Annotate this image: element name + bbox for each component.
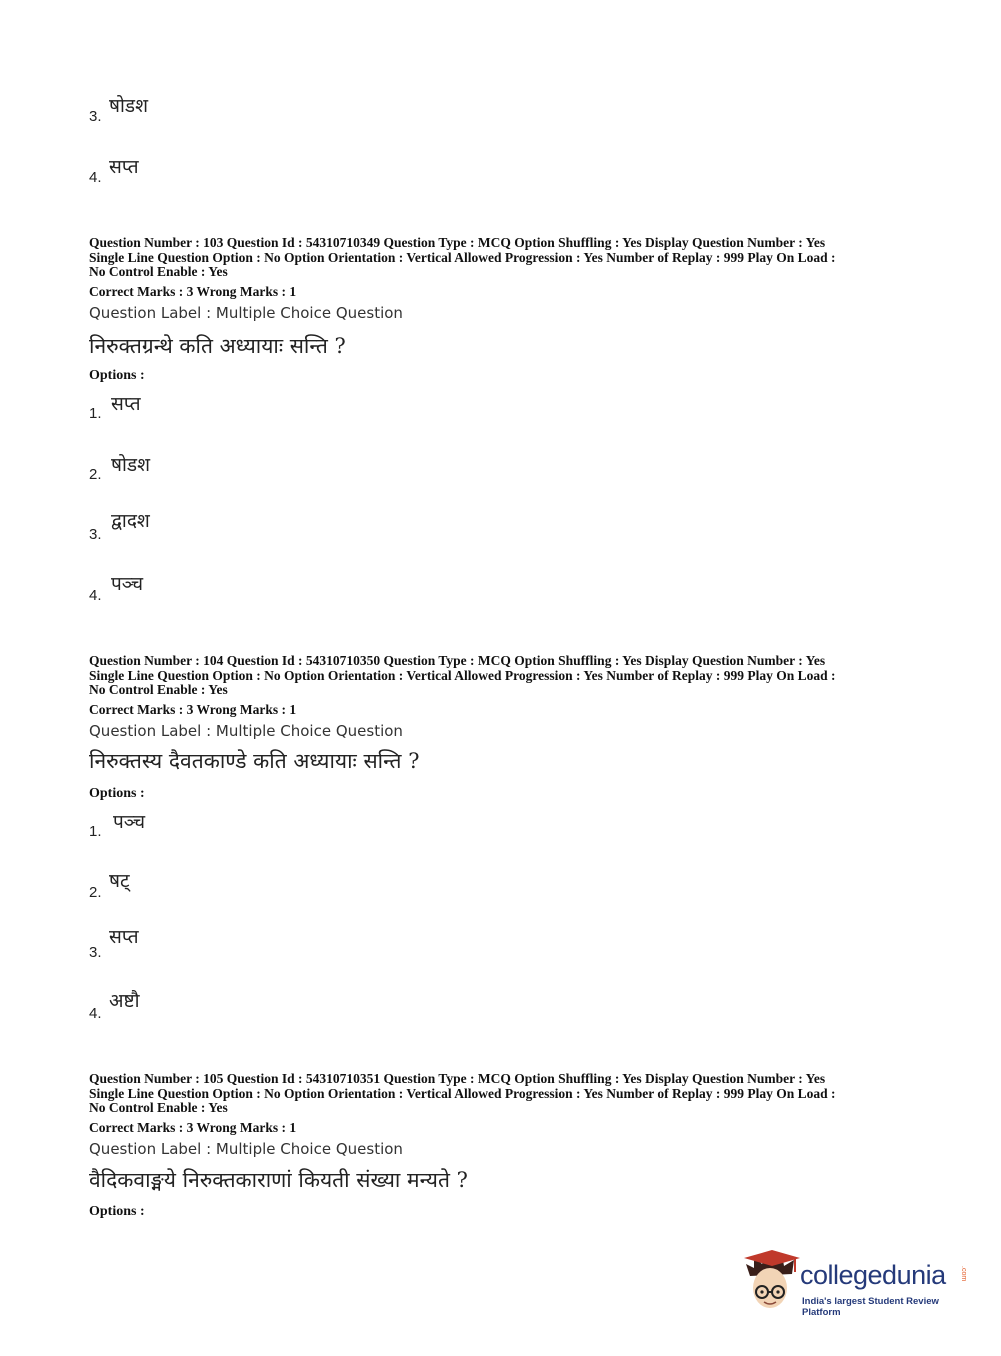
option-text: अष्टौ <box>109 990 140 1012</box>
option-number: 3. <box>89 526 102 543</box>
option-number: 2. <box>89 466 102 483</box>
question-text: निरुक्तस्य दैवतकाण्डे कति अध्यायाः सन्ति ? <box>89 749 420 773</box>
mascot-icon <box>742 1250 802 1316</box>
option-number: 1. <box>89 405 102 422</box>
question-label: Question Label : Multiple Choice Question <box>89 304 403 322</box>
logo-domain: .com <box>960 1266 967 1282</box>
options-heading: Options : <box>89 786 145 801</box>
option-text: द्वादश <box>111 510 150 532</box>
options-heading: Options : <box>89 368 145 383</box>
question-meta: Question Number : 105 Question Id : 54310710351 Question Type : MCQ Option Shuffling : Yes Display Question Number : Yes Single Line Question Option : No Option Orientation : Vertical Allowed Progression : Yes Number of Replay : 999 Play On Load : No Control Enable : Yes <box>89 1071 836 1115</box>
option-text: पञ्च <box>111 573 144 595</box>
logo-tagline: India's largest Student Review Platform <box>802 1296 939 1318</box>
option-text: सप्त <box>111 393 141 415</box>
option-text: षोडश <box>109 95 148 117</box>
question-label: Question Label : Multiple Choice Question <box>89 722 403 740</box>
question-text: निरुक्तग्रन्थे कति अध्यायाः सन्ति ? <box>89 334 346 358</box>
option-number: 3. <box>89 108 102 125</box>
option-text: सप्त <box>109 926 139 948</box>
question-meta: Question Number : 104 Question Id : 54310710350 Question Type : MCQ Option Shuffling : Yes Display Question Number : Yes Single Line Question Option : No Option Orientation : Vertical Allowed Progression : Yes Number of Replay : 999 Play On Load : No Control Enable : Yes <box>89 653 836 697</box>
collegedunia-logo <box>742 1250 972 1318</box>
option-number: 4. <box>89 587 102 604</box>
question-marks: Correct Marks : 3 Wrong Marks : 1 <box>89 284 297 299</box>
question-marks: Correct Marks : 3 Wrong Marks : 1 <box>89 1120 297 1135</box>
question-marks: Correct Marks : 3 Wrong Marks : 1 <box>89 702 297 717</box>
question-meta: Question Number : 103 Question Id : 54310710349 Question Type : MCQ Option Shuffling : Yes Display Question Number : Yes Single Line Question Option : No Option Orientation : Vertical Allowed Progression : Yes Number of Replay : 999 Play On Load : No Control Enable : Yes <box>89 235 836 279</box>
question-label: Question Label : Multiple Choice Question <box>89 1140 403 1158</box>
option-number: 2. <box>89 884 102 901</box>
option-text: पञ्च <box>113 811 146 833</box>
option-number: 3. <box>89 944 102 961</box>
option-text: सप्त <box>109 156 139 178</box>
option-number: 4. <box>89 169 102 186</box>
logo-wordmark: collegedunia <box>800 1260 946 1290</box>
option-text: षट् <box>109 870 130 892</box>
option-number: 1. <box>89 823 102 840</box>
option-number: 4. <box>89 1005 102 1022</box>
options-heading: Options : <box>89 1204 145 1219</box>
question-text: वैदिकवाङ्मये निरुक्तकाराणां कियती संख्या मन्यते ? <box>89 1168 468 1192</box>
option-text: षोडश <box>111 454 150 476</box>
